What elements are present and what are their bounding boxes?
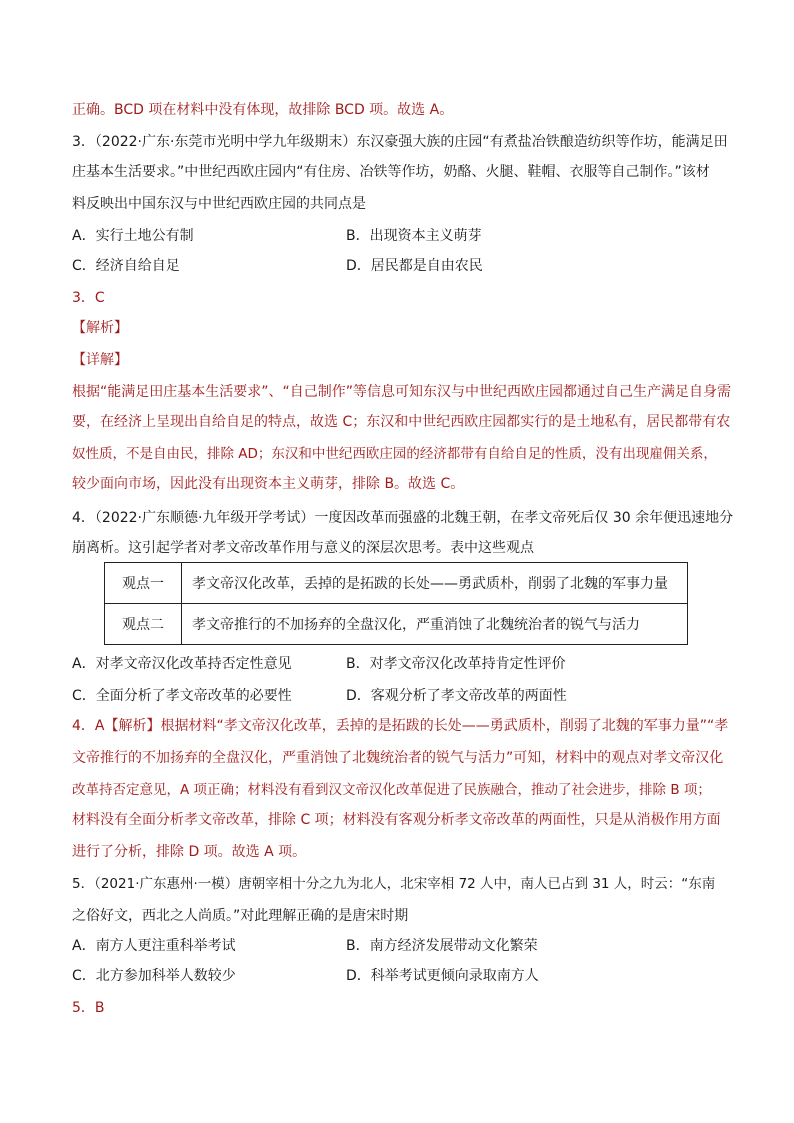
q3-option-a: A．实行土地公有制 xyxy=(72,228,194,244)
q4-analysis-line-3: 改革持否定意见，A 项正确；材料没有看到汉文帝汉化改革促进了民族融合，推动了社会进步，排除 B 项； xyxy=(72,782,711,798)
viewpoint-2-heading: 观点二 xyxy=(105,604,182,645)
table-row xyxy=(105,563,688,604)
viewpoint-2-text: 孝文帝推行的不加扬弃的全盘汉化，严重消蚀了北魏统治者的锐气与活力 xyxy=(182,604,688,645)
q4-analysis-line-1: 4．A【解析】根据材料“孝文帝汉化改革，丢掉的是拓跋的长处——勇武质朴，削弱了北魏的军事力量”“孝 xyxy=(72,718,729,734)
q3-stem-line-3: 料反映出中国东汉与中世纪西欧庄园的共同点是 xyxy=(72,196,366,212)
q4-option-a: A．对孝文帝汉化改革持否定性意见 xyxy=(72,656,292,672)
q4-analysis-line-5: 进行了分析，排除 D 项。故选 A 项。 xyxy=(72,844,307,860)
q3-xiangjie-heading: 【详解】 xyxy=(72,352,128,368)
q5-stem-line-1: 5．（2021·广东惠州·一模）唐朝宰相十分之九为北人，北宋宰相 72 人中，南人已占到 31 人，时云：“东南 xyxy=(72,876,716,892)
q5-option-c: C．北方参加科举人数较少 xyxy=(72,968,236,984)
q4-option-d: D．客观分析了孝文帝改革的两面性 xyxy=(346,688,567,704)
q5-option-d: D．科举考试更倾向录取南方人 xyxy=(346,968,539,984)
q2-answer-tail: 正确。BCD 项在材料中没有体现，故排除 BCD 项。故选 A。 xyxy=(72,102,454,118)
q3-jiexi-heading: 【解析】 xyxy=(72,320,128,336)
viewpoint-1-heading: 观点一 xyxy=(105,563,182,604)
q4-option-b: B．对孝文帝汉化改革持肯定性评价 xyxy=(346,656,566,672)
q3-option-d: D．居民都是自由农民 xyxy=(346,258,483,274)
q3-stem-line-2: 庄基本生活要求。”中世纪西欧庄园内“有住房、冶铁等作坊，奶酪、火腿、鞋帽、衣服等自己制作。”该材 xyxy=(72,164,710,180)
q3-analysis-line-4: 较少面向市场，因此没有出现资本主义萌芽，排除 B。故选 C。 xyxy=(72,476,465,492)
q3-analysis-line-3: 奴性质，不是自由民，排除 AD；东汉和中世纪西欧庄园的经济都带有自给自足的性质，没有出现雇佣关系， xyxy=(72,446,717,462)
q5-answer: 5．B xyxy=(72,1000,105,1016)
table-row xyxy=(105,604,688,645)
q4-analysis-line-4: 材料没有全面分析孝文帝改革，排除 C 项；材料没有客观分析孝文帝改革的两面性，只是从消极作用方面 xyxy=(72,812,721,828)
q3-analysis-line-2: 要，在经济上呈现出自给自足的特点，故选 C；东汉和中世纪西欧庄园都实行的是土地私有，居民都带有农 xyxy=(72,414,731,430)
q3-stem-line-1: 3．（2022·广东·东莞市光明中学九年级期末）东汉豪强大族的庄园“有煮盐冶铁酿造纺织等作坊，能满足田 xyxy=(72,134,728,150)
q5-stem-line-2: 之俗好文，西北之人尚质。”对此理解正确的是唐宋时期 xyxy=(72,908,409,924)
q3-analysis-line-1: 根据“能满足田庄基本生活要求”、“自己制作”等信息可知东汉与中世纪西欧庄园都通过自己生产满足自身需 xyxy=(72,384,732,400)
q4-viewpoints-table xyxy=(104,562,688,645)
q5-option-b: B．南方经济发展带动文化繁荣 xyxy=(346,938,538,954)
q3-answer: 3．C xyxy=(72,290,105,306)
q3-option-c: C．经济自给自足 xyxy=(72,258,180,274)
q3-option-b: B．出现资本主义萌芽 xyxy=(346,228,482,244)
q4-stem-line-1: 4．（2022·广东顺德·九年级开学考试）一度因改革而强盛的北魏王朝，在孝文帝死后仅 30 余年便迅速地分 xyxy=(72,510,734,526)
q4-analysis-line-2: 文帝推行的不加扬弃的全盘汉化，严重消蚀了北魏统治者的锐气与活力”可知，材料中的观点对孝文帝汉化 xyxy=(72,750,724,766)
viewpoint-1-text: 孝文帝汉化改革，丢掉的是拓跋的长处——勇武质朴，削弱了北魏的军事力量 xyxy=(182,563,688,604)
q4-option-c: C．全面分析了孝文帝改革的必要性 xyxy=(72,688,292,704)
q4-stem-line-2: 崩离析。这引起学者对孝文帝改革作用与意义的深层次思考。表中这些观点 xyxy=(72,540,534,556)
q5-option-a: A．南方人更注重科举考试 xyxy=(72,938,236,954)
